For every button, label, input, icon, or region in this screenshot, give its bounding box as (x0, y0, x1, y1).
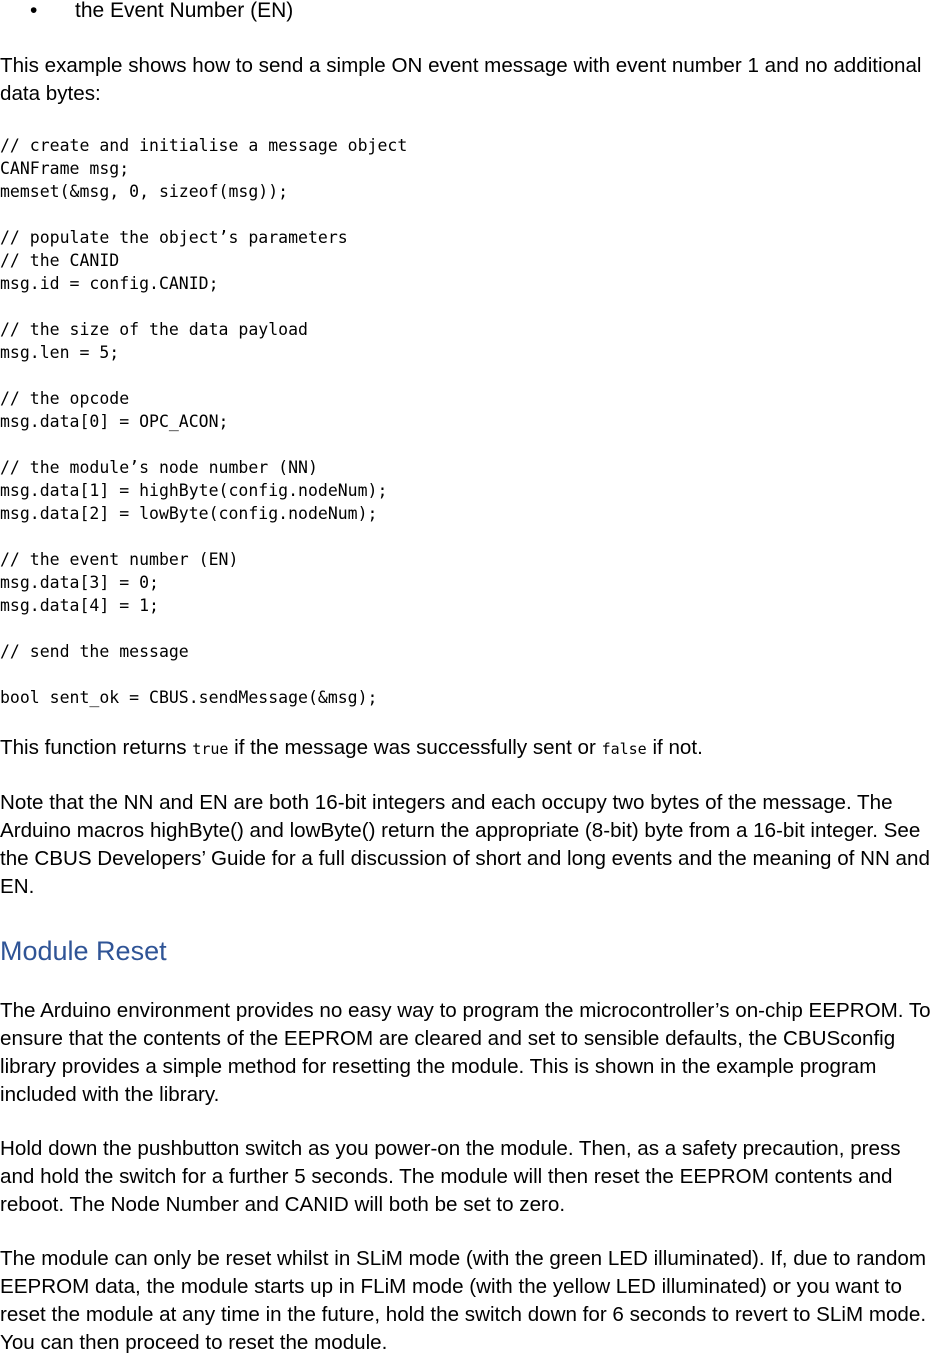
code-line: // the opcode (0, 389, 130, 408)
code-line: // create and initialise a message object (0, 136, 408, 155)
code-line (0, 433, 407, 456)
code-line: // the size of the data payload (0, 320, 308, 339)
reset-paragraph-2: Hold down the pushbutton switch as you power-on the module. Then, as a safety precaution, press and hold the switch for a further 5 seconds. The module will then reset the EEPROM contents and reboot. The Node Number and CANID will both be set to zero. (0, 1137, 901, 1216)
intro-paragraph: This example shows how to send a simple ON event message with event number 1 and no additional data bytes: (0, 54, 922, 105)
code-line: bool sent_ok = CBUS.sendMessage(&msg); (0, 688, 378, 707)
code-line: msg.data[0] = OPC_ACON; (0, 412, 229, 431)
code-line: // the event number (EN) (0, 550, 239, 569)
returns-text-pre: This function returns (0, 736, 193, 759)
bullet-dot-icon: • (30, 0, 38, 22)
code-line (0, 525, 407, 548)
code-line: msg.data[2] = lowByte(config.nodeNum); (0, 504, 378, 523)
bullet-text: the Event Number (EN) (75, 0, 294, 22)
code-line (0, 364, 407, 387)
code-line: memset(&msg, 0, sizeof(msg)); (0, 182, 289, 201)
code-line: // the CANID (0, 251, 120, 270)
code-line: // populate the object’s parameters (0, 228, 348, 247)
code-line: // send the message (0, 642, 189, 661)
code-line: msg.data[3] = 0; (0, 573, 159, 592)
code-line (0, 295, 407, 318)
section-heading-module-reset: Module Reset (0, 936, 167, 966)
code-line: // the module’s node number (NN) (0, 458, 318, 477)
returns-text-post: if not. (646, 736, 703, 759)
reset-paragraph-3: The module can only be reset whilst in SLiM mode (with the green LED illuminated). If, due to random EEPROM data, the module starts up in FLiM mode (with the yellow LED illuminated) or you want to reset the module at any time in the future, hold the switch down for 6 seconds to revert to SLiM mode. You can then proceed to reset the module. (0, 1247, 927, 1354)
code-line: msg.id = config.CANID; (0, 274, 219, 293)
code-line (0, 663, 407, 686)
true-keyword: true (192, 740, 229, 758)
reset-paragraph-1: The Arduino environment provides no easy way to program the microcontroller’s on-chip EEPROM. To ensure that the contents of the EEPROM are cleared and set to sensible defaults, the CBUSconfig library provides a simple method for resetting the module. This is shown in the example program included with the library. (0, 999, 931, 1106)
false-keyword: false (601, 740, 647, 758)
code-line (0, 617, 407, 640)
code-line: msg.data[4] = 1; (0, 596, 159, 615)
returns-paragraph (0, 734, 938, 763)
code-line: msg.data[1] = highByte(config.nodeNum); (0, 481, 388, 500)
code-line: msg.len = 5; (0, 343, 120, 362)
code-line (0, 203, 407, 226)
code-block (0, 134, 407, 709)
code-line: CANFrame msg; (0, 159, 130, 178)
note-paragraph: Note that the NN and EN are both 16-bit integers and each occupy two bytes of the message. The Arduino macros highByte() and lowByte() return the appropriate (8-bit) byte from a 16-bit integer. See the CBUS Developers’ Guide for a full discussion of short and long events and the meaning of NN and EN. (0, 791, 930, 898)
returns-text-mid: if the message was successfully sent or (228, 736, 602, 759)
